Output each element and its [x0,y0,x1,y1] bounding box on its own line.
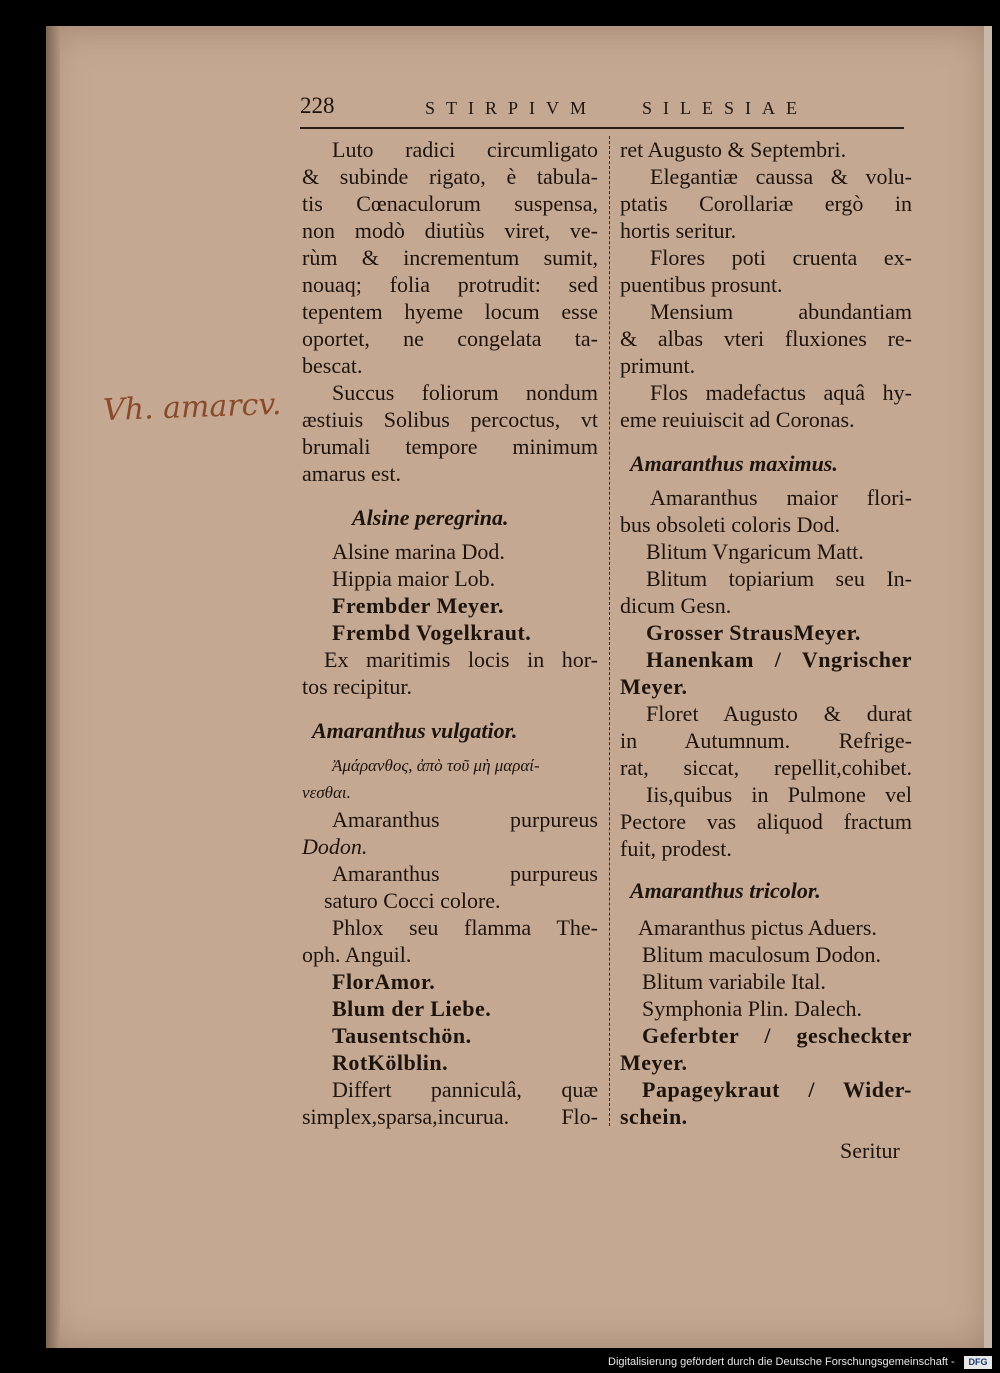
text-line: Hippia maior Lob. [332,566,496,591]
text-line: oportet, ne congelata ta- [302,326,598,351]
text-line: Flores poti cruenta ex- [650,245,912,270]
column-divider [609,136,611,1126]
text-line: Alsine marina Dod. [332,539,505,564]
running-head-right: SILESIAE [642,98,808,118]
text-line: Amaranthus pictus Aduers. [638,915,877,940]
dfg-logo: DFG [964,1356,992,1369]
digitization-credit: Digitalisierung gefördert durch die Deutsche Forschungsgemeinschaft - [608,1356,955,1368]
text-line: Papageykraut / Wider- [642,1077,912,1102]
running-head-left: STIRPIVM [425,98,598,118]
text-line: νεσθαι. [302,783,351,802]
text-line: bescat. [302,353,363,378]
text-line: fuit, prodest. [620,836,732,861]
text-line: Symphonia Plin. Dalech. [642,996,862,1021]
text-line: Frembder Meyer. [332,593,505,618]
text-line: Pectore vas aliquod fractum [620,809,912,834]
text-line: rùm & incrementum sumit, [302,245,598,270]
text-line: simplex,sparsa,incurua. Flo- [302,1104,598,1129]
text-line: rat, siccat, repellit,cohibet. [620,755,912,780]
text-line: Blitum Vngaricum Matt. [646,539,864,564]
text-line: Luto radici circumligato [332,137,598,162]
handwritten-margin-note: Vh. amarcv. [102,386,282,429]
text-line: & albas vteri fluxiones re- [620,326,912,351]
text-line: Amaranthus maior flori- [650,485,912,510]
text-line: Geferbter / gescheckter [642,1023,912,1048]
page-number: 228 [300,93,335,118]
text-line: eme reuiuiscit ad Coronas. [620,407,855,432]
text-line: Succus foliorum nondum [332,380,598,405]
text-line: RotKölblin. [332,1050,449,1075]
text-line: schein. [620,1104,688,1129]
text-line: amarus est. [302,461,401,486]
text-line: in Autumnum. Refrige- [620,728,912,753]
text-line: Floret Augusto & durat [646,701,912,726]
text-line: Blitum topiarium seu In- [646,566,912,591]
section-heading: Amaranthus tricolor. [630,878,821,903]
text-line: Dodon. [302,834,368,859]
text-line: puentibus prosunt. [620,272,783,297]
text-line: Blum der Liebe. [332,996,492,1021]
text-line: Elegantiæ caussa & volu- [650,164,912,189]
section-heading: Amaranthus vulgatior. [312,718,518,743]
text-line: Ex maritimis locis in hor- [324,647,598,672]
text-line: Ἀμάρανθος, ἀπὸ τοῦ μὴ μαραί- [332,756,540,775]
text-line: Tausentschön. [332,1023,472,1048]
text-line: Amaranthus purpureus [332,807,598,832]
text-line: oph. Anguil. [302,942,412,967]
page-fore-edge [984,26,992,1348]
text-line: Blitum variabile Ital. [642,969,826,994]
text-line: saturo Cocci colore. [324,888,501,913]
text-line: tepentem hyeme locum esse [302,299,598,324]
text-line: non modò diutiùs viret, ve- [302,218,598,243]
text-line: FlorAmor. [332,969,436,994]
text-line: bus obsoleti coloris Dod. [620,512,840,537]
text-line: brumali tempore minimum [302,434,598,459]
text-line: ret Augusto & Septembri. [620,137,847,162]
text-line: Grosser StrausMeyer. [646,620,861,645]
text-line: Meyer. [620,674,688,699]
text-line: tos recipitur. [302,674,412,699]
text-line: Flos madefactus aquâ hy- [650,380,912,405]
page-gutter-edge [46,26,60,1348]
text-line: Amaranthus purpureus [332,861,598,886]
header-rule [300,127,904,129]
text-line: æstiuis Solibus percoctus, vt [302,407,598,432]
text-line: Meyer. [620,1050,688,1075]
text-line: Frembd Vogelkraut. [332,620,532,645]
text-line: Iis,quibus in Pulmone vel [646,782,912,807]
text-line: Hanenkam / Vngrischer [646,647,912,672]
text-line: & subinde rigato, è tabula- [302,164,598,189]
section-heading: Alsine peregrina. [352,505,509,530]
text-line: Phlox seu flamma The- [332,915,598,940]
section-heading: Amaranthus maximus. [630,451,838,476]
text-line: Mensium abundantiam [650,299,912,324]
catchword: Seritur [840,1138,900,1163]
text-line: nouaq; folia protrudit: sed [302,272,598,297]
text-line: Blitum maculosum Dodon. [642,942,881,967]
text-line: tis Cœnaculorum suspensa, [302,191,598,216]
text-line: primunt. [620,353,696,378]
text-line: hortis seritur. [620,218,737,243]
text-line: ptatis Corollariæ ergò in [620,191,912,216]
text-line: dicum Gesn. [620,593,732,618]
text-line: Differt panniculâ, quæ [332,1077,598,1102]
